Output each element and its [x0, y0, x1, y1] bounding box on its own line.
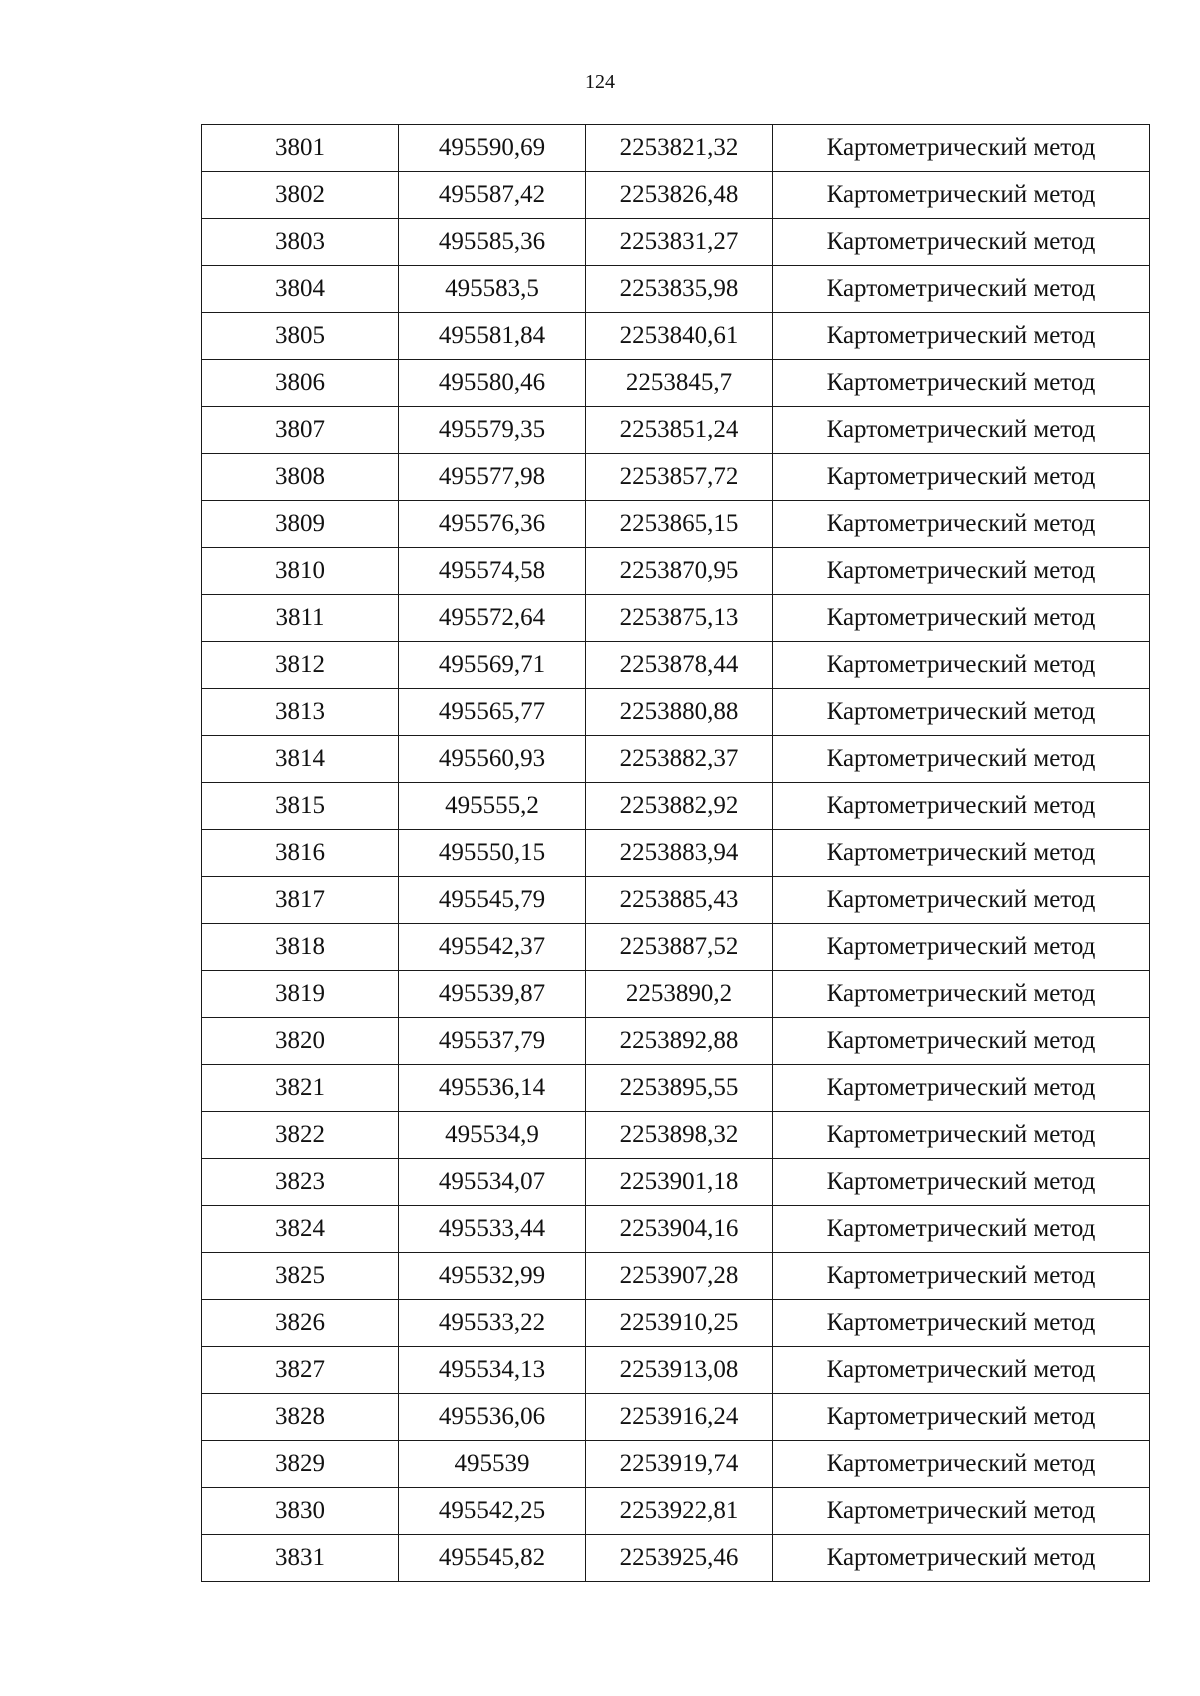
x-coordinate-cell: 495539: [399, 1441, 586, 1488]
x-coordinate-cell: 495569,71: [399, 642, 586, 689]
x-coordinate-cell: 495555,2: [399, 783, 586, 830]
method-cell: Картометрический метод: [773, 877, 1150, 924]
y-coordinate-cell: 2253913,08: [586, 1347, 773, 1394]
x-coordinate-cell: 495577,98: [399, 454, 586, 501]
x-coordinate-cell: 495572,64: [399, 595, 586, 642]
y-coordinate-cell: 2253882,37: [586, 736, 773, 783]
point-number-cell: 3802: [202, 172, 399, 219]
method-cell: Картометрический метод: [773, 595, 1150, 642]
method-cell: Картометрический метод: [773, 830, 1150, 877]
y-coordinate-cell: 2253910,25: [586, 1300, 773, 1347]
y-coordinate-cell: 2253883,94: [586, 830, 773, 877]
x-coordinate-cell: 495534,13: [399, 1347, 586, 1394]
y-coordinate-cell: 2253880,88: [586, 689, 773, 736]
point-number-cell: 3823: [202, 1159, 399, 1206]
y-coordinate-cell: 2253925,46: [586, 1535, 773, 1582]
table-row: [202, 360, 1150, 407]
table-row: [202, 1394, 1150, 1441]
table-row: [202, 219, 1150, 266]
point-number-cell: 3825: [202, 1253, 399, 1300]
point-number-cell: 3814: [202, 736, 399, 783]
y-coordinate-cell: 2253835,98: [586, 266, 773, 313]
table-row: [202, 877, 1150, 924]
method-cell: Картометрический метод: [773, 219, 1150, 266]
table-row: [202, 125, 1150, 172]
x-coordinate-cell: 495574,58: [399, 548, 586, 595]
table-row: [202, 642, 1150, 689]
table-row: [202, 1441, 1150, 1488]
y-coordinate-cell: 2253831,27: [586, 219, 773, 266]
table-row: [202, 1018, 1150, 1065]
point-number-cell: 3824: [202, 1206, 399, 1253]
x-coordinate-cell: 495550,15: [399, 830, 586, 877]
method-cell: Картометрический метод: [773, 454, 1150, 501]
x-coordinate-cell: 495533,22: [399, 1300, 586, 1347]
method-cell: Картометрический метод: [773, 1300, 1150, 1347]
x-coordinate-cell: 495590,69: [399, 125, 586, 172]
x-coordinate-cell: 495587,42: [399, 172, 586, 219]
point-number-cell: 3817: [202, 877, 399, 924]
x-coordinate-cell: 495536,14: [399, 1065, 586, 1112]
table-row: [202, 1488, 1150, 1535]
point-number-cell: 3809: [202, 501, 399, 548]
method-cell: Картометрический метод: [773, 642, 1150, 689]
table-row: [202, 501, 1150, 548]
y-coordinate-cell: 2253904,16: [586, 1206, 773, 1253]
method-cell: Картометрический метод: [773, 1206, 1150, 1253]
method-cell: Картометрический метод: [773, 1488, 1150, 1535]
method-cell: Картометрический метод: [773, 1535, 1150, 1582]
method-cell: Картометрический метод: [773, 1018, 1150, 1065]
y-coordinate-cell: 2253840,61: [586, 313, 773, 360]
table-row: [202, 172, 1150, 219]
point-number-cell: 3820: [202, 1018, 399, 1065]
table-row: [202, 783, 1150, 830]
x-coordinate-cell: 495565,77: [399, 689, 586, 736]
method-cell: Картометрический метод: [773, 125, 1150, 172]
table-row: [202, 830, 1150, 877]
x-coordinate-cell: 495576,36: [399, 501, 586, 548]
point-number-cell: 3818: [202, 924, 399, 971]
x-coordinate-cell: 495532,99: [399, 1253, 586, 1300]
point-number-cell: 3812: [202, 642, 399, 689]
table-row: [202, 1253, 1150, 1300]
table-row: [202, 1206, 1150, 1253]
y-coordinate-cell: 2253826,48: [586, 172, 773, 219]
method-cell: Картометрический метод: [773, 1394, 1150, 1441]
method-cell: Картометрический метод: [773, 1347, 1150, 1394]
point-number-cell: 3803: [202, 219, 399, 266]
y-coordinate-cell: 2253882,92: [586, 783, 773, 830]
x-coordinate-cell: 495583,5: [399, 266, 586, 313]
x-coordinate-cell: 495545,82: [399, 1535, 586, 1582]
method-cell: Картометрический метод: [773, 736, 1150, 783]
table-row: [202, 548, 1150, 595]
x-coordinate-cell: 495545,79: [399, 877, 586, 924]
point-number-cell: 3819: [202, 971, 399, 1018]
y-coordinate-cell: 2253892,88: [586, 1018, 773, 1065]
point-number-cell: 3816: [202, 830, 399, 877]
table-row: [202, 1535, 1150, 1582]
table-row: [202, 454, 1150, 501]
table-row: [202, 1347, 1150, 1394]
y-coordinate-cell: 2253919,74: [586, 1441, 773, 1488]
y-coordinate-cell: 2253887,52: [586, 924, 773, 971]
method-cell: Картометрический метод: [773, 971, 1150, 1018]
point-number-cell: 3829: [202, 1441, 399, 1488]
point-number-cell: 3831: [202, 1535, 399, 1582]
table-row: [202, 971, 1150, 1018]
x-coordinate-cell: 495579,35: [399, 407, 586, 454]
point-number-cell: 3815: [202, 783, 399, 830]
point-number-cell: 3801: [202, 125, 399, 172]
y-coordinate-cell: 2253916,24: [586, 1394, 773, 1441]
method-cell: Картометрический метод: [773, 548, 1150, 595]
method-cell: Картометрический метод: [773, 172, 1150, 219]
x-coordinate-cell: 495560,93: [399, 736, 586, 783]
method-cell: Картометрический метод: [773, 407, 1150, 454]
y-coordinate-cell: 2253821,32: [586, 125, 773, 172]
coordinates-table: [201, 124, 1150, 1582]
table-row: [202, 313, 1150, 360]
method-cell: Картометрический метод: [773, 1253, 1150, 1300]
table-row: [202, 1112, 1150, 1159]
point-number-cell: 3822: [202, 1112, 399, 1159]
x-coordinate-cell: 495581,84: [399, 313, 586, 360]
method-cell: Картометрический метод: [773, 313, 1150, 360]
y-coordinate-cell: 2253870,95: [586, 548, 773, 595]
method-cell: Картометрический метод: [773, 1159, 1150, 1206]
point-number-cell: 3811: [202, 595, 399, 642]
table-row: [202, 266, 1150, 313]
method-cell: Картометрический метод: [773, 501, 1150, 548]
y-coordinate-cell: 2253895,55: [586, 1065, 773, 1112]
y-coordinate-cell: 2253851,24: [586, 407, 773, 454]
x-coordinate-cell: 495534,9: [399, 1112, 586, 1159]
table-row: [202, 1159, 1150, 1206]
table-row: [202, 689, 1150, 736]
y-coordinate-cell: 2253901,18: [586, 1159, 773, 1206]
x-coordinate-cell: 495536,06: [399, 1394, 586, 1441]
method-cell: Картометрический метод: [773, 689, 1150, 736]
y-coordinate-cell: 2253878,44: [586, 642, 773, 689]
point-number-cell: 3805: [202, 313, 399, 360]
y-coordinate-cell: 2253885,43: [586, 877, 773, 924]
point-number-cell: 3830: [202, 1488, 399, 1535]
point-number-cell: 3826: [202, 1300, 399, 1347]
y-coordinate-cell: 2253898,32: [586, 1112, 773, 1159]
point-number-cell: 3807: [202, 407, 399, 454]
y-coordinate-cell: 2253857,72: [586, 454, 773, 501]
point-number-cell: 3810: [202, 548, 399, 595]
table-row: [202, 1300, 1150, 1347]
table-row: [202, 1065, 1150, 1112]
y-coordinate-cell: 2253875,13: [586, 595, 773, 642]
point-number-cell: 3827: [202, 1347, 399, 1394]
table-row: [202, 736, 1150, 783]
x-coordinate-cell: 495585,36: [399, 219, 586, 266]
point-number-cell: 3806: [202, 360, 399, 407]
x-coordinate-cell: 495539,87: [399, 971, 586, 1018]
point-number-cell: 3808: [202, 454, 399, 501]
x-coordinate-cell: 495533,44: [399, 1206, 586, 1253]
point-number-cell: 3828: [202, 1394, 399, 1441]
table-row: [202, 595, 1150, 642]
point-number-cell: 3804: [202, 266, 399, 313]
x-coordinate-cell: 495542,25: [399, 1488, 586, 1535]
x-coordinate-cell: 495534,07: [399, 1159, 586, 1206]
y-coordinate-cell: 2253845,7: [586, 360, 773, 407]
method-cell: Картометрический метод: [773, 924, 1150, 971]
point-number-cell: 3821: [202, 1065, 399, 1112]
y-coordinate-cell: 2253865,15: [586, 501, 773, 548]
page-number: 124: [585, 71, 615, 93]
x-coordinate-cell: 495542,37: [399, 924, 586, 971]
x-coordinate-cell: 495580,46: [399, 360, 586, 407]
table-row: [202, 407, 1150, 454]
method-cell: Картометрический метод: [773, 266, 1150, 313]
point-number-cell: 3813: [202, 689, 399, 736]
method-cell: Картометрический метод: [773, 1112, 1150, 1159]
table-row: [202, 924, 1150, 971]
x-coordinate-cell: 495537,79: [399, 1018, 586, 1065]
coordinates-table-body: [202, 125, 1150, 1582]
method-cell: Картометрический метод: [773, 783, 1150, 830]
method-cell: Картометрический метод: [773, 360, 1150, 407]
method-cell: Картометрический метод: [773, 1065, 1150, 1112]
y-coordinate-cell: 2253922,81: [586, 1488, 773, 1535]
y-coordinate-cell: 2253890,2: [586, 971, 773, 1018]
y-coordinate-cell: 2253907,28: [586, 1253, 773, 1300]
method-cell: Картометрический метод: [773, 1441, 1150, 1488]
